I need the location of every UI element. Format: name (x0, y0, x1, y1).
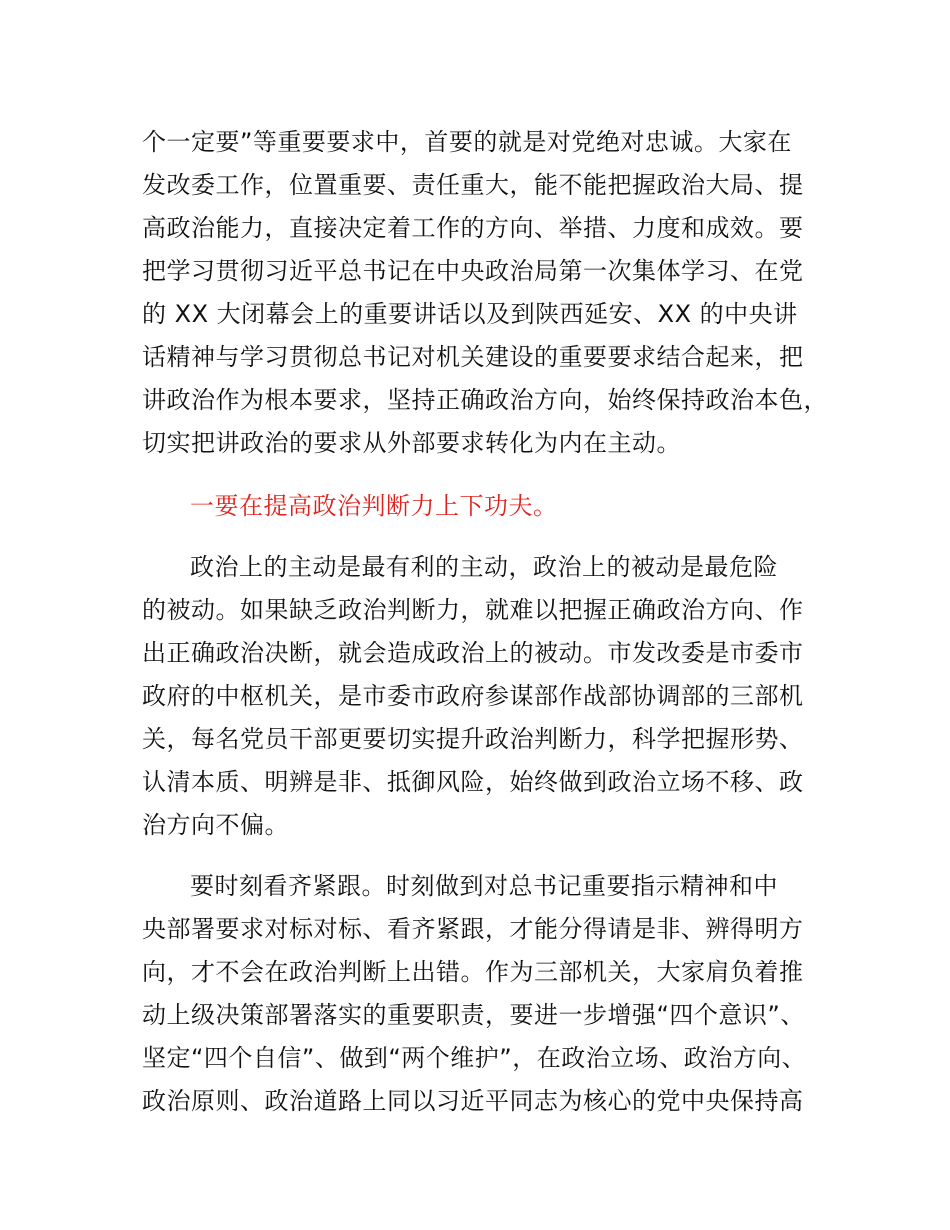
text-line: 话精神与学习贯彻总书记对机关建设的重要要求结合起来，把 (142, 343, 804, 371)
text-line: 认清本质、明辨是非、抵御风险，始终做到政治立场不移、政 (142, 768, 804, 796)
text-line: 讲政治作为根本要求，坚持正确政治方向，始终保持政治本色， (142, 386, 828, 414)
text-line: 的 XX 大闭幕会上的重要讲话以及到陕西延安、XX 的中央讲 (142, 300, 798, 328)
text-line: 治方向不偏。 (142, 811, 289, 839)
text-line: 切实把讲政治的要求从外部要求转化为内在主动。 (142, 429, 681, 457)
text-line: 向，才不会在政治判断上出错。作为三部机关，大家肩负着推 (142, 958, 804, 986)
section-heading: 一要在提高政治判断力上下功夫。 (190, 492, 558, 520)
text-line: 个一定要”等重要要求中，首要的就是对党绝对忠诚。大家在 (142, 128, 792, 156)
text-line: 出正确政治决断，就会造成政治上的被动。市发改委是市委市 (142, 639, 804, 667)
text-line: 坚定“四个自信”、做到“两个维护”，在政治立场、政治方向、 (142, 1044, 807, 1072)
text-line: 政府的中枢机关，是市委市政府参谋部作战部协调部的三部机 (142, 682, 804, 710)
text-line: 央部署要求对标对标、看齐紧跟，才能分得请是非、辨得明方 (142, 915, 804, 943)
text-line: 动上级决策部署落实的重要职责，要进一步增强“四个意识”、 (142, 1001, 805, 1029)
text-line: 政治原则、政治道路上同以习近平同志为核心的党中央保持高 (142, 1087, 804, 1115)
text-line: 把学习贯彻习近平总书记在中央政治局第一次集体学习、在党 (142, 257, 804, 285)
text-line: 关，每名党员干部更要切实提升政治判断力，科学把握形势、 (142, 725, 804, 753)
text-line: 政治上的主动是最有利的主动，政治上的被动是最危险 (190, 553, 778, 581)
text-line: 要时刻看齐紧跟。时刻做到对总书记重要指示精神和中 (190, 872, 778, 900)
text-line: 高政治能力，直接决定着工作的方向、举措、力度和成效。要 (142, 214, 804, 242)
text-line: 发改委工作，位置重要、责任重大，能不能把握政治大局、提 (142, 171, 804, 199)
text-line: 的被动。如果缺乏政治判断力，就难以把握正确政治方向、作 (142, 596, 804, 624)
